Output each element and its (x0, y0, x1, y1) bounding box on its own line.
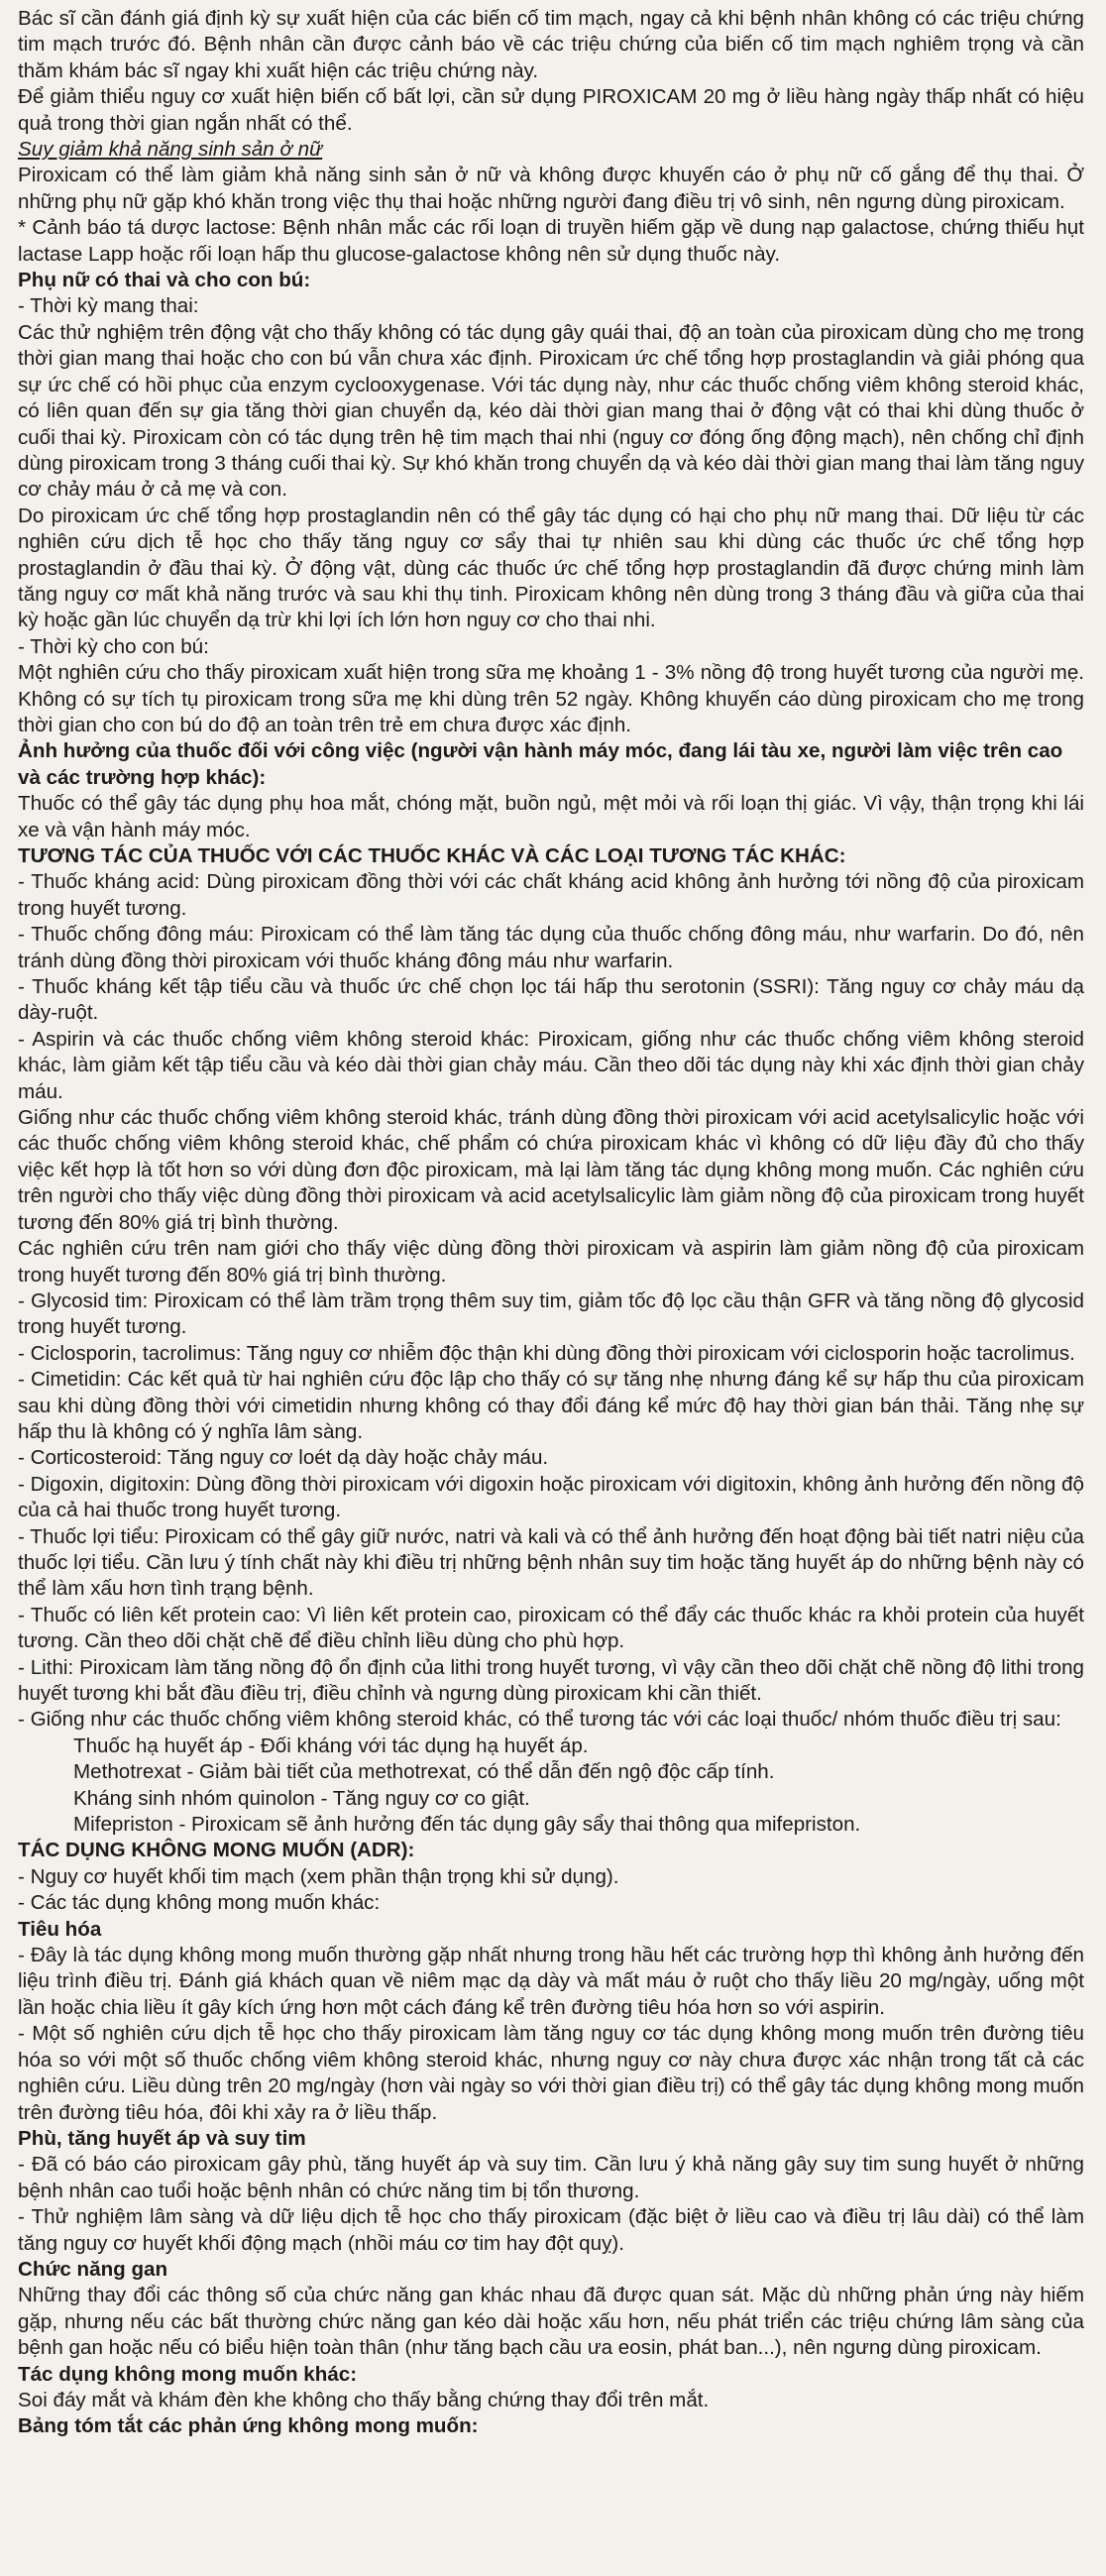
paragraph: - Corticosteroid: Tăng nguy cơ loét dạ dày hoặc chảy máu. (18, 1446, 549, 1470)
indented-item: Methotrexat - Giảm bài tiết của methotrexat, có thể dẫn đến ngộ độc cấp tính. (73, 1760, 775, 1784)
paragraph: Piroxicam có thể làm giảm khả năng sinh sản ở nữ và không được khuyến cáo ở phụ nữ cố gắng để thụ thai. Ở những phụ nữ gặp khó khăn trong việc thụ thai hoặc những người đang điều trị vô sinh, nên ngưng dùng piroxicam. (18, 164, 1084, 213)
section-heading: Chức năng gan (18, 2257, 168, 2281)
paragraph: - Digoxin, digitoxin: Dùng đồng thời piroxicam với digoxin hoặc piroxicam với digitoxin, không ảnh hưởng đến nồng độ của cả hai thuốc trong huyết tương. (18, 1472, 1084, 1522)
paragraph: - Nguy cơ huyết khối tim mạch (xem phần thận trọng khi sử dụng). (18, 1864, 619, 1888)
paragraph: Do piroxicam ức chế tổng hợp prostaglandin nên có thể gây tác dụng có hại cho phụ nữ mang thai. Dữ liệu từ các nghiên cứu dịch tễ học cho thấy tăng nguy cơ sẩy thai tự nhiên sau khi dùng các thuốc ức chế tổng hợp prostaglandin ở đầu thai kỳ. Ở động vật, dùng các thuốc ức chế tổng hợp prostaglandin đã được chứng minh làm tăng nguy cơ mất khả năng trước và sau khi thụ tinh. Piroxicam không nên dùng trong 3 tháng đầu và giữa của thai kỳ hoặc gần lúc chuyển dạ trừ khi lợi ích lớn hơn nguy cơ cho thai nhi. (18, 504, 1084, 632)
paragraph: - Đã có báo cáo piroxicam gây phù, tăng huyết áp và suy tim. Cần lưu ý khả năng gây suy tim sung huyết ở những bệnh nhân cao tuổi hoặc bệnh nhân có chức năng tim bị tổn thương. (18, 2153, 1084, 2202)
paragraph: - Cimetidin: Các kết quả từ hai nghiên cứu độc lập cho thấy có sự tăng nhẹ nhưng đáng kể sự hấp thu của piroxicam sau khi dùng đồng thời với cimetidin nhưng không có thay đổi đáng kể mức độ hay thời gian bán thải. Tăng nhẹ sự hấp thu là không có ý nghĩa lâm sàng. (18, 1368, 1084, 1443)
subsection-heading: Suy giảm khả năng sinh sản ở nữ (18, 138, 323, 162)
paragraph: Bác sĩ cần đánh giá định kỳ sự xuất hiện của các biến cố tim mạch, ngay cả khi bệnh nhân không có các triệu chứng tim mạch trước đó. Bệnh nhân cần được cảnh báo về các triệu chứng của biến cố tim mạch nghiêm trọng và cần thăm khám bác sĩ ngay khi xuất hiện các triệu chứng này. (18, 7, 1084, 82)
indented-item: Thuốc hạ huyết áp - Đối kháng với tác dụng hạ huyết áp. (73, 1734, 589, 1757)
section-heading: Tiêu hóa (18, 1917, 102, 1941)
section-heading: TƯƠNG TÁC CỦA THUỐC VỚI CÁC THUỐC KHÁC VÀ CÁC LOẠI TƯƠNG TÁC KHÁC: (18, 844, 846, 867)
paragraph: - Giống như các thuốc chống viêm không steroid khác, có thể tương tác với các loại thuốc/ nhóm thuốc điều trị sau: (18, 1708, 1061, 1732)
paragraph: Soi đáy mắt và khám đèn khe không cho thấy bằng chứng thay đổi trên mắt. (18, 2388, 710, 2411)
indented-item: Mifepriston - Piroxicam sẽ ảnh hưởng đến tác dụng gây sẩy thai thông qua mifepriston. (73, 1813, 861, 1837)
paragraph: Các thử nghiệm trên động vật cho thấy không có tác dụng gây quái thai, độ an toàn của piroxicam dùng cho mẹ trong thời gian mang thai hoặc cho con bú vẫn chưa xác định. Piroxicam ức chế tổng hợp prostaglandin và giải phóng qua sự ức chế có hồi phục của enzym cyclooxygenase. Với tác dụng này, như các thuốc chống viêm không steroid khác, có liên quan đến sự gia tăng thời gian chuyển dạ, kéo dài thời gian mang thai ở động vật có thai khi dùng thuốc ở cuối thai kỳ. Piroxicam còn có tác dụng trên hệ tim mạch thai nhi (nguy cơ đóng ống động mạch), nên chống chỉ định dùng piroxicam trong 3 tháng cuối thai kỳ. Sự khó khăn trong chuyển dạ và kéo dài thời gian mang thai làm tăng nguy cơ chảy máu ở cả mẹ và con. (18, 320, 1084, 502)
paragraph: - Thuốc kháng acid: Dùng piroxicam đồng thời với các chất kháng acid không ảnh hưởng tới nồng độ của piroxicam trong huyết tương. (18, 870, 1084, 920)
paragraph: - Các tác dụng không mong muốn khác: (18, 1891, 381, 1915)
paragraph: Một nghiên cứu cho thấy piroxicam xuất hiện trong sữa mẹ khoảng 1 - 3% nồng độ trong huyết tương của người mẹ. Không có sự tích tụ piroxicam trong sữa mẹ khi dùng trên 52 ngày. Không khuyến cáo dùng piroxicam cho mẹ trong thời gian cho con bú do độ an toàn trên trẻ em chưa được xác định. (18, 661, 1084, 736)
section-heading: Bảng tóm tắt các phản ứng không mong muốn: (18, 2414, 479, 2438)
paragraph: Các nghiên cứu trên nam giới cho thấy việc dùng đồng thời piroxicam và aspirin làm giảm nồng độ của piroxicam trong huyết tương đến 80% giá trị bình thường. (18, 1237, 1084, 1287)
paragraph: - Glycosid tim: Piroxicam có thể làm trầm trọng thêm suy tim, giảm tốc độ lọc cầu thận GFR và tăng nồng độ glycosid trong huyết tương. (18, 1288, 1084, 1339)
paragraph: Giống như các thuốc chống viêm không steroid khác, tránh dùng đồng thời piroxicam với acid acetylsalicylic hoặc với các thuốc chống viêm không steroid khác, chế phẩm có chứa piroxicam khác vì không có dữ liệu đầy đủ cho thấy việc kết hợp là tốt hơn so với dùng đơn độc piroxicam, mà lại làm tăng tác dụng không mong muốn. Các nghiên cứu trên người cho thấy việc dùng đồng thời piroxicam và acid acetylsalicylic làm giảm nồng độ của piroxicam trong huyết tương đến 80% giá trị bình thường. (18, 1106, 1084, 1234)
paragraph: - Thuốc kháng kết tập tiểu cầu và thuốc ức chế chọn lọc tái hấp thu serotonin (SSRI): Tăng nguy cơ chảy máu dạ dày-ruột. (18, 975, 1084, 1025)
paragraph: - Lithi: Piroxicam làm tăng nồng độ ổn định của lithi trong huyết tương, vì vậy cần theo dõi chặt chẽ nồng độ lithi trong huyết tương khi bắt đầu điều trị, điều chỉnh và ngưng dùng piroxicam khi cần thiết. (18, 1655, 1084, 1705)
paragraph: - Thuốc có liên kết protein cao: Vì liên kết protein cao, piroxicam có thể đẩy các thuốc khác ra khỏi protein của huyết tương. Cần theo dõi chặt chẽ để điều chỉnh liều dùng cho phù hợp. (18, 1603, 1084, 1653)
paragraph: - Thời kỳ cho con bú: (18, 634, 209, 658)
indented-item: Kháng sinh nhóm quinolon - Tăng nguy cơ co giật. (73, 1786, 530, 1810)
paragraph: Những thay đổi các thông số của chức năng gan khác nhau đã được quan sát. Mặc dù những phản ứng này hiếm gặp, nhưng nếu các bất thường chức năng gan kéo dài hoặc xấu hơn, nếu phát triển các triệu chứng lâm sàng của bệnh gan hoặc nếu có biểu hiện toàn thân (như tăng bạch cầu ưa eosin, phát ban...), nên ngưng dùng piroxicam. (18, 2284, 1084, 2360)
paragraph: - Thuốc lợi tiểu: Piroxicam có thể gây giữ nước, natri và kali và có thể ảnh hưởng đến hoạt động bài tiết natri niệu của thuốc lợi tiểu. Cần lưu ý tính chất này khi điều trị những bệnh nhân suy tim hoặc tăng huyết áp do những bệnh này có thể làm xấu hơn tình trạng bệnh. (18, 1524, 1084, 1601)
paragraph: Thuốc có thể gây tác dụng phụ hoa mắt, chóng mặt, buồn ngủ, mệt mỏi và rối loạn thị giác. Vì vậy, thận trọng khi lái xe và vận hành máy móc. (18, 792, 1084, 841)
section-heading: Tác dụng không mong muốn khác: (18, 2362, 358, 2386)
paragraph: - Thời kỳ mang thai: (18, 294, 199, 318)
section-heading: Ảnh hưởng của thuốc đối với công việc (người vận hành máy móc, đang lái tàu xe, người làm việc trên cao và các trường hợp khác): (18, 739, 1063, 789)
section-heading: TÁC DỤNG KHÔNG MONG MUỐN (ADR): (18, 1839, 415, 1862)
section-heading: Phù, tăng huyết áp và suy tim (18, 2126, 306, 2150)
paragraph: - Ciclosporin, tacrolimus: Tăng nguy cơ nhiễm độc thận khi dùng đồng thời piroxicam với ciclosporin hoặc tacrolimus. (18, 1341, 1075, 1365)
paragraph: Để giảm thiểu nguy cơ xuất hiện biến cố bất lợi, cần sử dụng PIROXICAM 20 mg ở liều hàng ngày thấp nhất có hiệu quả trong thời gian ngắn nhất có thể. (18, 85, 1084, 135)
paragraph: - Thử nghiệm lâm sàng và dữ liệu dịch tễ học cho thấy piroxicam (đặc biệt ở liều cao và điều trị lâu dài) có thể làm tăng nguy cơ huyết khối động mạch (nhồi máu cơ tim hay đột quỵ). (18, 2205, 1084, 2255)
paragraph: - Một số nghiên cứu dịch tễ học cho thấy piroxicam làm tăng nguy cơ tác dụng không mong muốn trên đường tiêu hóa so với một số thuốc chống viêm không steroid khác, nhưng nguy cơ này chưa được xác nhận trong tất cả các nghiên cứu. Liều dùng trên 20 mg/ngày (hơn vài ngày so với thời gian điều trị) có thể gây tác dụng không mong muốn trên đường tiêu hóa, đôi khi xảy ra ở liều thấp. (18, 2022, 1084, 2124)
paragraph: - Aspirin và các thuốc chống viêm không steroid khác: Piroxicam, giống như các thuốc chống viêm không steroid khác, làm giảm kết tập tiểu cầu và kéo dài thời gian chảy máu. Cần theo dõi tác dụng này khi xác định thời gian chảy máu. (18, 1027, 1084, 1103)
paragraph: * Cảnh báo tá dược lactose: Bệnh nhân mắc các rối loạn di truyền hiếm gặp về dung nạp galactose, chứng thiếu hụt lactase Lapp hoặc rối loạn hấp thu glucose-galactose không nên sử dụng thuốc này. (18, 216, 1084, 266)
paragraph: - Đây là tác dụng không mong muốn thường gặp nhất nhưng trong hầu hết các trường hợp thì không ảnh hưởng đến liệu trình điều trị. Đánh giá khách quan về niêm mạc dạ dày và mất máu ở ruột cho thấy liều 20 mg/ngày, uống một lần hoặc chia liều ít gây kích ứng hơn một cách đáng kể trên đường tiêu hóa hơn so với aspirin. (18, 1944, 1084, 2019)
section-heading: Phụ nữ có thai và cho con bú: (18, 269, 311, 292)
paragraph: - Thuốc chống đông máu: Piroxicam có thể làm tăng tác dụng của thuốc chống đông máu, như warfarin. Do đó, nên tránh dùng đồng thời piroxicam với thuốc kháng đông máu như warfarin. (18, 923, 1084, 972)
